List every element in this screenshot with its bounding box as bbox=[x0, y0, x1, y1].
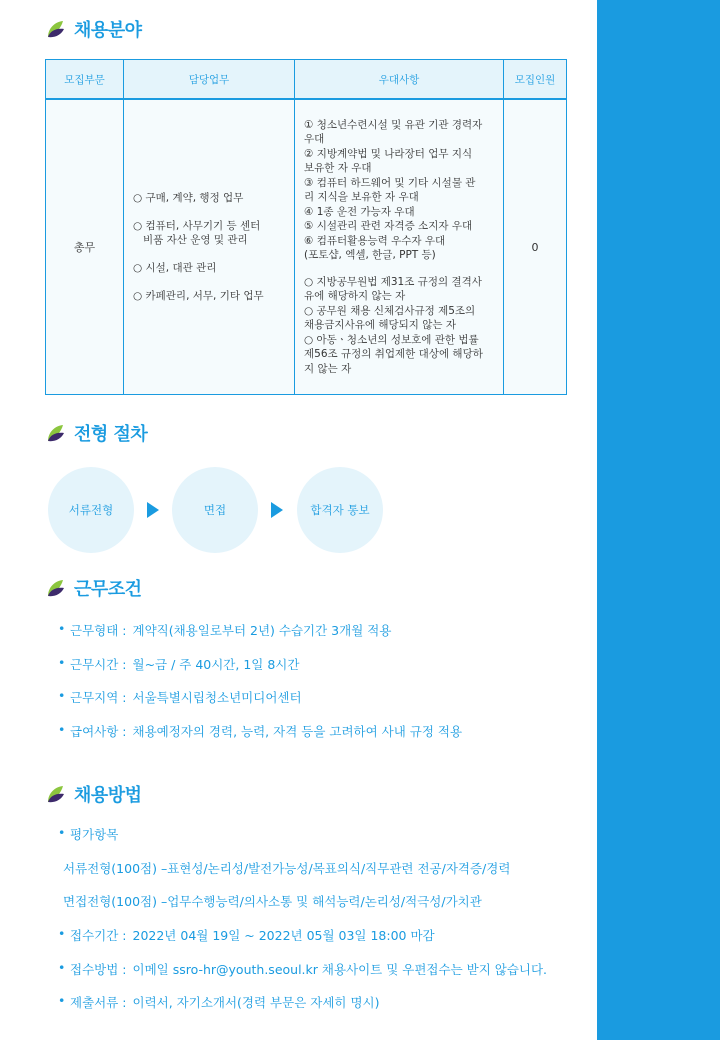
section-header-method bbox=[46, 781, 142, 807]
disqualification-line: 유에 해당하지 않는 자 bbox=[304, 290, 406, 303]
leaf-icon bbox=[46, 19, 66, 39]
period-value: 2022년 04월 19일 ~ 2022년 05월 03일 18:00 마감 bbox=[132, 928, 435, 943]
leaf-icon bbox=[46, 578, 66, 598]
duty-item: ○ 구매, 계약, 행정 업무 bbox=[133, 192, 244, 204]
arrow-right-icon bbox=[271, 502, 283, 518]
leaf-icon bbox=[46, 784, 66, 804]
condition-value: 채용예정자의 경력, 능력, 자격 등을 고려하여 사내 규정 적용 bbox=[132, 724, 463, 739]
process-step-interview: 면접 bbox=[172, 467, 258, 553]
condition-item: • 급여사항 : 채용예정자의 경력, 능력, 자격 등을 고려하여 사내 규정 적용 bbox=[58, 722, 463, 739]
table-row bbox=[46, 99, 567, 395]
column-header: 모집인원 bbox=[504, 60, 567, 100]
count-cell: 0 bbox=[504, 99, 567, 395]
condition-item: • 근무형태 : 계약직(채용일로부터 2년) 수습기간 3개월 적용 bbox=[58, 621, 392, 638]
section-header-field bbox=[46, 16, 142, 42]
section-header-process bbox=[46, 420, 147, 446]
duties-cell bbox=[124, 99, 295, 395]
preference-line: 보유한 자 우대 bbox=[304, 162, 372, 175]
preference-line: ③ 컴퓨터 하드웨어 및 기타 시설물 관 bbox=[304, 176, 476, 189]
condition-value: 계약직(채용일로부터 2년) 수습기간 3개월 적용 bbox=[132, 623, 392, 638]
disqualification-line: ○ 아동ㆍ청소년의 성보호에 관한 법률 bbox=[304, 333, 479, 346]
method-item: • 평가항목 bbox=[58, 825, 119, 842]
duty-item: ○ 컴퓨터, 사무기기 등 센터 비품 자산 운영 및 관리 bbox=[133, 220, 261, 246]
disqualification-line: 채용금지사유에 해당되지 않는 자 bbox=[304, 319, 457, 332]
table-header-row bbox=[46, 60, 567, 100]
duty-item: ○ 카페관리, 서무, 기타 업무 bbox=[133, 290, 264, 302]
section-title: 채용방법 bbox=[74, 785, 142, 806]
how-label: 접수방법 : bbox=[70, 962, 127, 977]
arrow-right-icon bbox=[147, 502, 159, 518]
eval-documents: 서류전형(100점) –표현성/논리성/발전가능성/목표의식/직무관련 전공/자격증/경력 bbox=[63, 861, 511, 876]
docs-label: 제출서류 : bbox=[70, 995, 127, 1010]
column-header: 모집부문 bbox=[46, 60, 124, 100]
condition-item: • 근무지역 : 서울특별시립청소년미디어센터 bbox=[58, 688, 302, 705]
preference-line: (포토샵, 엑셀, 한글, PPT 등) bbox=[304, 249, 436, 262]
docs-value: 이력서, 자기소개서(경력 부문은 자세히 명시) bbox=[132, 995, 380, 1010]
condition-label: 근무형태 : bbox=[70, 623, 127, 638]
how-value: 이메일 ssro-hr@youth.seoul.kr 채용사이트 및 우편접수는 받지 않습니다. bbox=[132, 962, 548, 977]
leaf-icon bbox=[46, 423, 66, 443]
column-header: 담당업무 bbox=[124, 60, 295, 100]
preference-line: ⑤ 시설관리 관련 자격증 소지자 우대 bbox=[304, 220, 473, 233]
section-title: 채용분야 bbox=[74, 20, 142, 41]
section-header-conditions bbox=[46, 575, 142, 601]
section-title: 근무조건 bbox=[74, 579, 142, 600]
process-step-documents: 서류전형 bbox=[48, 467, 134, 553]
section-title: 전형 절차 bbox=[74, 424, 148, 445]
disqualification-line: 지 않는 자 bbox=[304, 362, 352, 375]
preference-line: ② 지방계약법 및 나라장터 업무 지식 bbox=[304, 147, 473, 160]
preference-line: ① 청소년수련시설 및 유관 기관 경력자 bbox=[304, 118, 483, 131]
disqualification-line: 제56조 규정의 취업제한 대상에 해당하 bbox=[304, 348, 483, 361]
condition-label: 근무시간 : bbox=[70, 657, 127, 672]
preference-line: ④ 1종 운전 가능자 우대 bbox=[304, 205, 415, 218]
duty-item: ○ 시설, 대관 관리 bbox=[133, 262, 217, 274]
column-header: 우대사항 bbox=[295, 60, 504, 100]
eval-label: 평가항목 bbox=[70, 827, 119, 842]
preference-line: ⑥ 컴퓨터활용능력 우수자 우대 bbox=[304, 234, 446, 247]
preference-line: 리 지식을 보유한 자 우대 bbox=[304, 191, 419, 204]
condition-value: 월~금 / 주 40시간, 1일 8시간 bbox=[132, 657, 300, 672]
condition-value: 서울특별시립청소년미디어센터 bbox=[132, 690, 302, 705]
method-item: • 제출서류 : 이력서, 자기소개서(경력 부문은 자세히 명시) bbox=[58, 993, 380, 1010]
condition-item: • 근무시간 : 월~금 / 주 40시간, 1일 8시간 bbox=[58, 655, 300, 672]
preferences-cell bbox=[295, 99, 504, 395]
disqualification-line: ○ 공무원 채용 신체검사규정 제5조의 bbox=[304, 304, 476, 317]
period-label: 접수기간 : bbox=[70, 928, 127, 943]
condition-label: 급여사항 : bbox=[70, 724, 127, 739]
recruit-table bbox=[45, 59, 567, 395]
method-item: • 접수기간 : 2022년 04월 19일 ~ 2022년 05월 03일 18:00 마감 bbox=[58, 926, 435, 943]
disqualification-line: ○ 지방공무원법 제31조 규정의 결격사 bbox=[304, 275, 482, 288]
preference-line: 우대 bbox=[304, 133, 325, 146]
dept-cell: 총무 bbox=[46, 99, 124, 395]
side-accent-bar bbox=[597, 0, 720, 1040]
process-step-notice: 합격자 통보 bbox=[297, 467, 383, 553]
condition-label: 근무지역 : bbox=[70, 690, 127, 705]
eval-interview: 면접전형(100점) –업무수행능력/의사소통 및 해석능력/논리성/적극성/가치관 bbox=[63, 894, 482, 909]
method-item: • 접수방법 : 이메일 ssro-hr@youth.seoul.kr 채용사이트 및 우편접수는 받지 않습니다. bbox=[58, 960, 548, 977]
